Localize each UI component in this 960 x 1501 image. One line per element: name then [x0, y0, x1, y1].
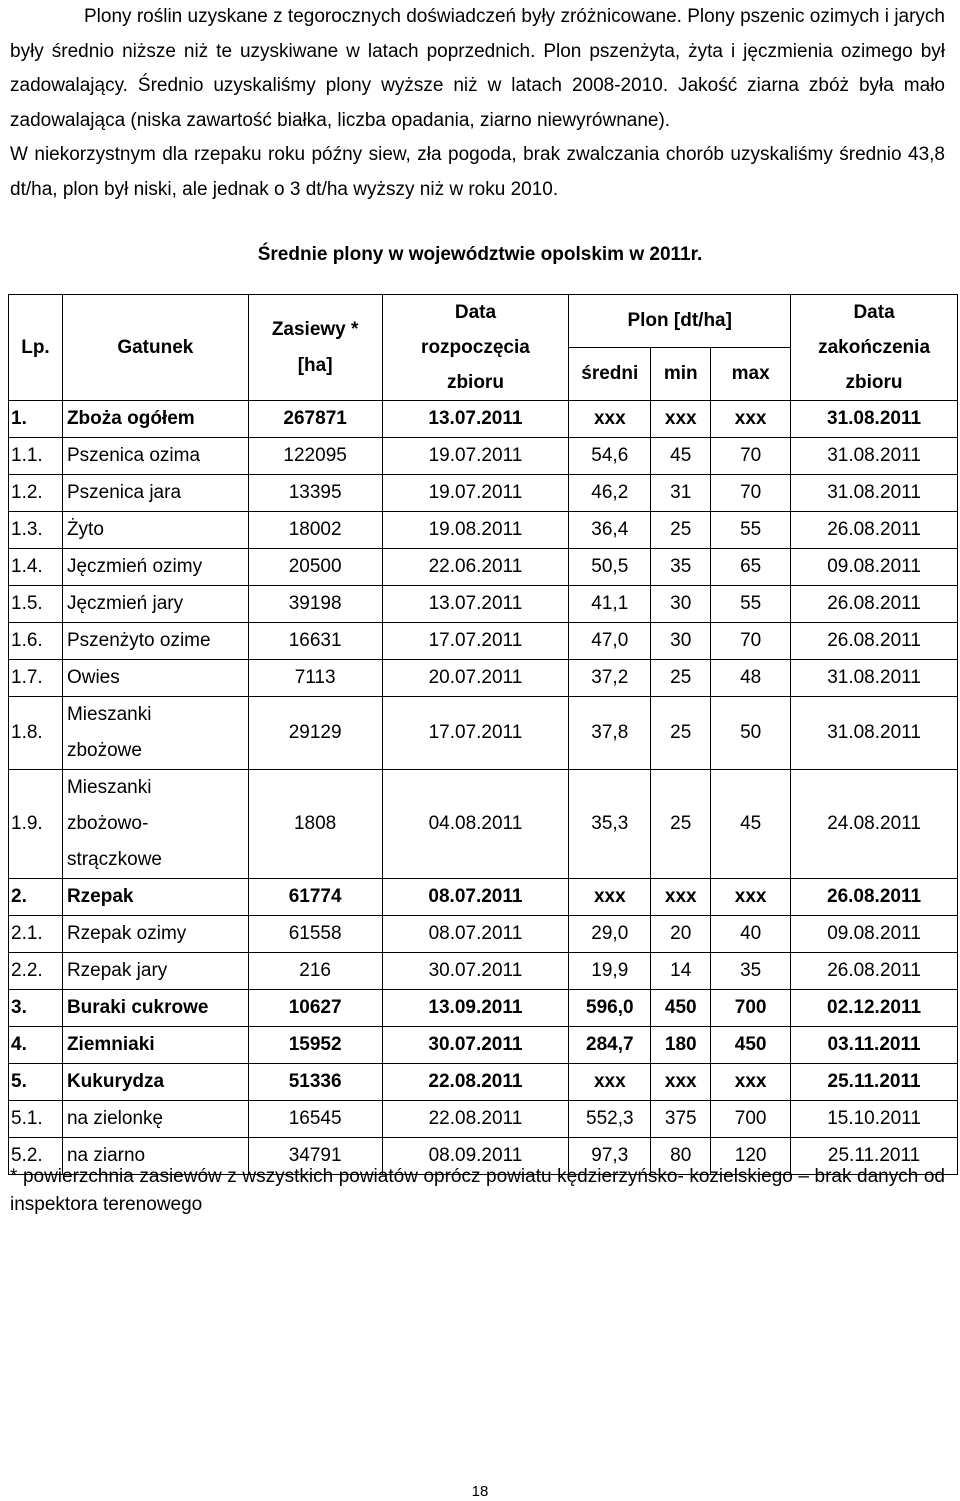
intro-paragraph: W niekorzystnym dla rzepaku roku późny siew, zła pogoda, brak zwalczania chorób uzyskaliśmy średnio 43,8 dt/ha, plon był niski, ale jednak o 3 dt/ha wyższy niż w roku 2010.: [10, 144, 945, 200]
row-gatunek: Jęczmień ozimy: [62, 549, 248, 586]
row-area: 51336: [248, 1064, 382, 1101]
row-start-date: 08.09.2011: [382, 1138, 569, 1175]
row-max: xxx: [711, 1064, 791, 1101]
row-start-date: 22.08.2011: [382, 1101, 569, 1138]
table-row: [9, 879, 958, 916]
row-area: 34791: [248, 1138, 382, 1175]
row-avg: 19,9: [569, 953, 651, 990]
row-gatunek-line: zbożowe: [66, 740, 142, 761]
yields-table: [8, 294, 958, 1175]
row-min: 25: [651, 697, 711, 770]
row-gatunek: Pszenżyto ozime: [62, 623, 248, 660]
row-gatunek: Zboża ogółem: [62, 401, 248, 438]
row-min: 25: [651, 660, 711, 697]
row-end-date: 26.08.2011: [791, 623, 958, 660]
row-max: 45: [711, 770, 791, 879]
row-area: 216: [248, 953, 382, 990]
row-start-date: 13.09.2011: [382, 990, 569, 1027]
header-end-date-line: zakończenia: [818, 337, 931, 358]
table-row: [9, 660, 958, 697]
row-avg: 552,3: [569, 1101, 651, 1138]
row-max: 55: [711, 586, 791, 623]
row-max: 450: [711, 1027, 791, 1064]
row-gatunek: Owies: [62, 660, 248, 697]
row-gatunek: Pszenica jara: [62, 475, 248, 512]
row-max: 70: [711, 475, 791, 512]
table-row: [9, 401, 958, 438]
row-start-date: 22.08.2011: [382, 1064, 569, 1101]
table-row: [9, 549, 958, 586]
row-area: 15952: [248, 1027, 382, 1064]
row-max: 50: [711, 697, 791, 770]
row-gatunek: Rzepak: [62, 879, 248, 916]
row-min: 30: [651, 623, 711, 660]
row-area: 10627: [248, 990, 382, 1027]
row-start-date: 13.07.2011: [382, 401, 569, 438]
row-end-date: 25.11.2011: [791, 1138, 958, 1175]
row-end-date: 09.08.2011: [791, 916, 958, 953]
row-avg: xxx: [569, 879, 651, 916]
table-row: [9, 1027, 958, 1064]
row-max: 65: [711, 549, 791, 586]
row-area: 61774: [248, 879, 382, 916]
row-area: 13395: [248, 475, 382, 512]
row-min: 180: [651, 1027, 711, 1064]
row-start-date: 17.07.2011: [382, 623, 569, 660]
row-lp: 5.1.: [9, 1101, 63, 1138]
row-gatunek: Żyto: [62, 512, 248, 549]
table-title: Średnie plony w województwie opolskim w 2011r.: [257, 244, 703, 265]
table-row: [9, 512, 958, 549]
header-zasiewy-unit: [ha]: [297, 354, 333, 376]
header-gatunek: Gatunek: [62, 295, 248, 401]
row-max: 48: [711, 660, 791, 697]
row-start-date: 30.07.2011: [382, 1027, 569, 1064]
row-end-date: 26.08.2011: [791, 512, 958, 549]
header-start-date-line: Data: [454, 302, 497, 323]
row-start-date: 22.06.2011: [382, 549, 569, 586]
row-end-date: 26.08.2011: [791, 586, 958, 623]
row-min: xxx: [651, 879, 711, 916]
row-end-date: 31.08.2011: [791, 401, 958, 438]
row-gatunek: Buraki cukrowe: [62, 990, 248, 1027]
row-area: 29129: [248, 697, 382, 770]
table-row: [9, 697, 958, 770]
table-row: [9, 953, 958, 990]
row-gatunek: Kukurydza: [62, 1064, 248, 1101]
row-avg: 97,3: [569, 1138, 651, 1175]
row-gatunek-line: Mieszanki: [66, 704, 152, 725]
row-min: 35: [651, 549, 711, 586]
row-min: 25: [651, 770, 711, 879]
row-gatunek: Rzepak ozimy: [62, 916, 248, 953]
table-row: [9, 438, 958, 475]
row-avg: xxx: [569, 401, 651, 438]
row-min: 20: [651, 916, 711, 953]
row-area: 16545: [248, 1101, 382, 1138]
row-avg: 37,2: [569, 660, 651, 697]
intro-paragraph: Plony roślin uzyskane z tegorocznych doświadczeń były zróżnicowane. Plony pszenic ozimych i jarych były średnio niższe niż te uzyskiwane w latach poprzednich. Plon pszenżyta, żyta i jęczmienia ozimego był zadowalający. Średnio uzyskaliśmy plony wyższe niż w latach 2008-2010. Jakość ziarna zbóż była mało zadowalająca (niska zawartość białka, liczba opadania, ziarno niewyrównane).: [10, 6, 945, 131]
header-lp: Lp.: [9, 295, 63, 401]
header-min: min: [651, 348, 711, 401]
row-avg: 36,4: [569, 512, 651, 549]
row-gatunek: Pszenica ozima: [62, 438, 248, 475]
row-lp: 1.4.: [9, 549, 63, 586]
row-gatunek-line: strączkowe: [66, 849, 162, 870]
row-max: 55: [711, 512, 791, 549]
row-gatunek-line: Mieszanki: [66, 777, 152, 798]
intro-text: [10, 0, 945, 208]
row-lp: 5.: [9, 1064, 63, 1101]
row-end-date: 03.11.2011: [791, 1027, 958, 1064]
row-min: 30: [651, 586, 711, 623]
row-avg: xxx: [569, 1064, 651, 1101]
row-end-date: 26.08.2011: [791, 879, 958, 916]
table-row: [9, 586, 958, 623]
row-lp: 1.5.: [9, 586, 63, 623]
row-max: 700: [711, 990, 791, 1027]
row-area: 20500: [248, 549, 382, 586]
table-row: [9, 475, 958, 512]
row-min: 31: [651, 475, 711, 512]
row-area: 1808: [248, 770, 382, 879]
row-lp: 2.: [9, 879, 63, 916]
table-row: [9, 990, 958, 1027]
row-lp: 2.1.: [9, 916, 63, 953]
row-max: 120: [711, 1138, 791, 1175]
row-avg: 35,3: [569, 770, 651, 879]
footnote: * powierzchnia zasiewów z wszystkich powiatów oprócz powiatu kędzierzyńsko- kozielskiego – brak danych od inspektora terenowego: [10, 1166, 945, 1215]
row-min: 80: [651, 1138, 711, 1175]
row-end-date: 31.08.2011: [791, 697, 958, 770]
row-avg: 37,8: [569, 697, 651, 770]
row-avg: 29,0: [569, 916, 651, 953]
row-end-date: 09.08.2011: [791, 549, 958, 586]
row-end-date: 26.08.2011: [791, 953, 958, 990]
row-max: 40: [711, 916, 791, 953]
row-max: 35: [711, 953, 791, 990]
row-start-date: 19.07.2011: [382, 438, 569, 475]
header-plon: Plon [dt/ha]: [569, 295, 791, 348]
row-gatunek: Rzepak jary: [62, 953, 248, 990]
row-lp: 5.2.: [9, 1138, 63, 1175]
header-start-date-line: zbioru: [446, 372, 504, 393]
row-lp: 1.3.: [9, 512, 63, 549]
row-min: 25: [651, 512, 711, 549]
row-lp: 3.: [9, 990, 63, 1027]
row-end-date: 24.08.2011: [791, 770, 958, 879]
header-zasiewy: [248, 295, 382, 401]
row-start-date: 30.07.2011: [382, 953, 569, 990]
row-gatunek: [62, 697, 248, 770]
row-avg: 41,1: [569, 586, 651, 623]
row-lp: 4.: [9, 1027, 63, 1064]
header-start-date-line: rozpoczęcia: [421, 337, 530, 358]
row-lp: 2.2.: [9, 953, 63, 990]
row-lp: 1.7.: [9, 660, 63, 697]
header-sredni: średni: [569, 348, 651, 401]
row-area: 7113: [248, 660, 382, 697]
row-area: 122095: [248, 438, 382, 475]
row-min: xxx: [651, 401, 711, 438]
row-start-date: 20.07.2011: [382, 660, 569, 697]
row-lp: 1.9.: [9, 770, 63, 879]
row-gatunek: na zielonkę: [62, 1101, 248, 1138]
header-end-date-line: zbioru: [845, 372, 903, 393]
row-start-date: 17.07.2011: [382, 697, 569, 770]
row-gatunek: na ziarno: [62, 1138, 248, 1175]
row-gatunek-line: zbożowo-: [66, 813, 149, 834]
row-end-date: 02.12.2011: [791, 990, 958, 1027]
row-start-date: 19.08.2011: [382, 512, 569, 549]
row-lp: 1.: [9, 401, 63, 438]
row-end-date: 31.08.2011: [791, 660, 958, 697]
row-start-date: 19.07.2011: [382, 475, 569, 512]
row-end-date: 25.11.2011: [791, 1064, 958, 1101]
row-min: xxx: [651, 1064, 711, 1101]
row-lp: 1.8.: [9, 697, 63, 770]
page-number: 18: [471, 1483, 489, 1500]
row-area: 16631: [248, 623, 382, 660]
row-end-date: 31.08.2011: [791, 438, 958, 475]
row-max: 700: [711, 1101, 791, 1138]
row-avg: 50,5: [569, 549, 651, 586]
header-max: max: [711, 348, 791, 401]
row-lp: 1.2.: [9, 475, 63, 512]
row-gatunek: Jęczmień jary: [62, 586, 248, 623]
row-avg: 284,7: [569, 1027, 651, 1064]
row-max: xxx: [711, 401, 791, 438]
row-avg: 46,2: [569, 475, 651, 512]
row-end-date: 15.10.2011: [791, 1101, 958, 1138]
row-area: 61558: [248, 916, 382, 953]
table-row: [9, 916, 958, 953]
table-row: [9, 770, 958, 879]
row-gatunek: Ziemniaki: [62, 1027, 248, 1064]
table-row: [9, 1064, 958, 1101]
row-avg: 596,0: [569, 990, 651, 1027]
row-start-date: 08.07.2011: [382, 916, 569, 953]
header-end-date: [791, 295, 958, 401]
header-end-date-line: Data: [853, 302, 895, 323]
row-start-date: 04.08.2011: [382, 770, 569, 879]
header-start-date: [382, 295, 569, 401]
row-min: 14: [651, 953, 711, 990]
row-max: 70: [711, 438, 791, 475]
row-min: 450: [651, 990, 711, 1027]
table-row: [9, 623, 958, 660]
row-lp: 1.6.: [9, 623, 63, 660]
row-avg: 47,0: [569, 623, 651, 660]
row-area: 267871: [248, 401, 382, 438]
row-end-date: 31.08.2011: [791, 475, 958, 512]
row-min: 375: [651, 1101, 711, 1138]
row-min: 45: [651, 438, 711, 475]
row-max: 70: [711, 623, 791, 660]
table-body: [9, 401, 958, 1175]
table-row: [9, 1101, 958, 1138]
row-avg: 54,6: [569, 438, 651, 475]
header-zasiewy-label: Zasiewy *: [271, 318, 359, 340]
row-start-date: 08.07.2011: [382, 879, 569, 916]
row-max: xxx: [711, 879, 791, 916]
row-area: 18002: [248, 512, 382, 549]
row-lp: 1.1.: [9, 438, 63, 475]
row-area: 39198: [248, 586, 382, 623]
row-gatunek: [62, 770, 248, 879]
row-start-date: 13.07.2011: [382, 586, 569, 623]
